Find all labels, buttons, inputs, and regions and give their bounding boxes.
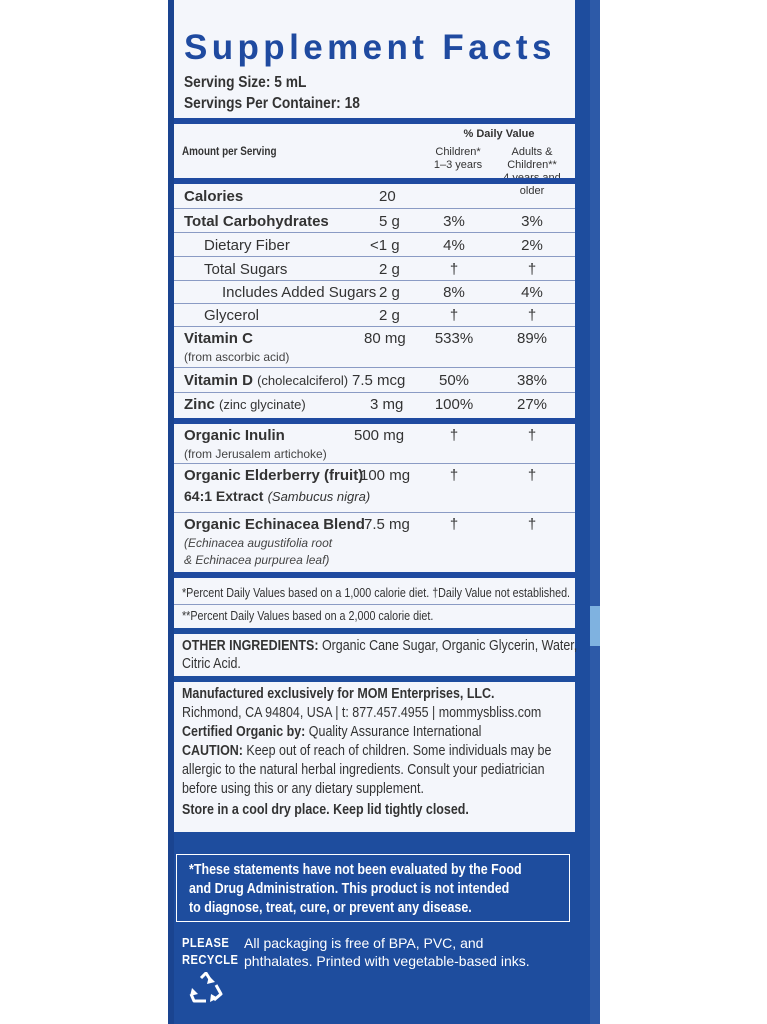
col2-header (490, 146, 574, 198)
nutrient-amount: 3 mg (370, 396, 404, 413)
nutrient-name: Glycerol (204, 307, 260, 324)
ingredient-name: Organic Elderberry (fruit) (184, 467, 364, 484)
ingredient-name-line2: 64:1 Extract (184, 488, 264, 504)
caution-text-line3: before using this or any dietary supplement. (182, 781, 424, 797)
nutrient-name: Total Carbohydrates (184, 213, 329, 230)
row-divider (174, 392, 575, 393)
nutrient-name: Includes Added Sugars (222, 284, 377, 301)
rule-section (174, 418, 575, 424)
ingredient-name: Organic Echinacea Blend (184, 516, 365, 533)
fda-disclaimer-line3: to diagnose, treat, cure, or prevent any disease. (189, 900, 472, 916)
servings-per-container: Servings Per Container: 18 (184, 95, 360, 112)
caution-text-line2: allergic to the natural herbal ingredients. Consult your pediatrician (182, 762, 545, 778)
row-divider (174, 232, 575, 233)
nutrient-dv-adults: 27% (516, 396, 548, 413)
packaging-statement (244, 934, 530, 970)
ingredient-source-line2: & Echinacea purpurea leaf) (184, 553, 330, 567)
ingredient-species: (Sambucus nigra) (267, 489, 371, 504)
nutrient-name: Vitamin D (184, 372, 253, 389)
nutrient-source: (from ascorbic acid) (184, 350, 290, 364)
supplement-facts-title: Supplement Facts (184, 28, 556, 67)
rule-header (174, 178, 575, 184)
nutrient-dv-adults: † (527, 307, 537, 324)
other-ingredients-label: OTHER INGREDIENTS: (182, 638, 319, 654)
daily-value-header: % Daily Value (463, 128, 535, 140)
packaging-line2: phthalates. Printed with vegetable-based inks. (244, 953, 530, 969)
ingredient-dv-adults: † (527, 427, 537, 444)
package-edge-right (590, 0, 600, 1024)
recycle-line2: RECYCLE (182, 952, 239, 967)
ingredient-dv-children: † (449, 427, 459, 444)
col1-header-line2: 1–3 years (433, 159, 483, 171)
col2-header-line2: older (519, 185, 545, 197)
nutrient-amount: 2 g (379, 284, 400, 301)
nutrient-dv-children: 8% (443, 284, 465, 301)
nutrient-dv-adults: 3% (521, 213, 543, 230)
rule-top (174, 118, 575, 124)
caution-label: CAUTION: (182, 743, 243, 759)
packaging-line1: All packaging is free of BPA, PVC, and (244, 935, 484, 951)
fda-disclaimer-line1: *These statements have not been evaluated by the Food (189, 862, 522, 878)
ingredient-source: (Echinacea augustifolia root (184, 536, 333, 550)
nutrient-amount: 7.5 mcg (352, 372, 406, 389)
recycle-line1: PLEASE (182, 935, 230, 950)
ingredient-dv-children: † (449, 516, 459, 533)
row-divider (174, 303, 575, 304)
nutrient-dv-children: † (449, 307, 459, 324)
row-divider (174, 256, 575, 257)
caution-text: Keep out of reach of children. Some individuals may be (246, 743, 552, 759)
nutrient-name: Vitamin C (184, 330, 253, 347)
row-divider (174, 604, 575, 605)
row-divider (174, 326, 575, 327)
footnote-2000-calorie: **Percent Daily Values based on a 2,000 calorie diet. (182, 609, 434, 623)
nutrient-amount: 20 (379, 188, 396, 205)
rule-bottom (174, 572, 575, 578)
recycle-icon (188, 972, 224, 1004)
row-divider (174, 280, 575, 281)
serving-size: Serving Size: 5 mL (184, 74, 307, 91)
please-recycle-label (182, 934, 248, 968)
nutrient-dv-children: 100% (434, 396, 474, 413)
col2-header-line1: Adults & Children** (507, 146, 557, 171)
nutrient-amount: 2 g (379, 307, 400, 324)
storage-instructions: Store in a cool dry place. Keep lid tightly closed. (182, 802, 469, 818)
nutrient-amount: 2 g (379, 261, 400, 278)
nutrient-dv-adults: † (527, 261, 537, 278)
ingredient-amount: 500 mg (354, 427, 405, 444)
fda-disclaimer-line2: and Drug Administration. This product is not intended (189, 881, 510, 897)
nutrient-amount: 80 mg (364, 330, 406, 347)
other-ingredients-text-line2: Citric Acid. (182, 656, 241, 672)
certified-organic-label: Certified Organic by: (182, 724, 306, 740)
footnote-1000-calorie: *Percent Daily Values based on a 1,000 calorie diet. †Daily Value not established. (182, 586, 571, 600)
nutrient-name: Zinc (184, 396, 215, 413)
other-ingredients-text: Organic Cane Sugar, Organic Glycerin, Water, (321, 638, 578, 654)
supplement-facts-panel (174, 0, 575, 628)
certified-organic-text: Quality Assurance International (308, 724, 482, 740)
row-divider (174, 367, 575, 368)
manufacturer-line: Manufactured exclusively for MOM Enterprises, LLC. (182, 686, 495, 702)
fda-disclaimer-box (176, 854, 570, 922)
col1-header-line1: Children* (435, 146, 481, 158)
nutrient-form: (cholecalciferol) (257, 373, 349, 388)
nutrient-form: (zinc glycinate) (219, 397, 306, 412)
amount-per-serving-header: Amount per Serving (182, 146, 277, 158)
nutrient-amount: 5 g (379, 213, 400, 230)
col1-header (426, 146, 490, 172)
row-divider (174, 512, 575, 513)
nutrient-dv-adults: 2% (521, 237, 543, 254)
ingredient-name: Organic Inulin (184, 427, 285, 444)
row-divider (174, 208, 575, 209)
nutrient-amount: <1 g (370, 237, 400, 254)
nutrient-name: Dietary Fiber (204, 237, 290, 254)
ingredient-dv-adults: † (527, 516, 537, 533)
nutrient-dv-children: 3% (443, 213, 465, 230)
ingredient-source: (from Jerusalem artichoke) (184, 447, 327, 461)
manufacturer-address: Richmond, CA 94804, USA | t: 877.457.4955 | mommysbliss.com (182, 705, 542, 721)
ingredient-amount: 7.5 mg (364, 516, 410, 533)
nutrient-dv-adults: 38% (516, 372, 548, 389)
nutrient-dv-children: 533% (434, 330, 474, 347)
other-ingredients-panel (174, 634, 578, 676)
nutrient-dv-adults: 4% (521, 284, 543, 301)
ingredient-dv-adults: † (527, 467, 537, 484)
nutrient-dv-children: 50% (438, 372, 470, 389)
nutrient-dv-children: 4% (443, 237, 465, 254)
ingredient-dv-children: † (449, 467, 459, 484)
manufacturer-panel (174, 682, 575, 832)
nutrient-dv-children: † (449, 261, 459, 278)
row-divider (174, 463, 575, 464)
ingredient-amount: 100 mg (360, 467, 411, 484)
nutrient-dv-adults: 89% (516, 330, 548, 347)
nutrient-name: Total Sugars (204, 261, 288, 278)
nutrient-name: Calories (184, 188, 244, 205)
